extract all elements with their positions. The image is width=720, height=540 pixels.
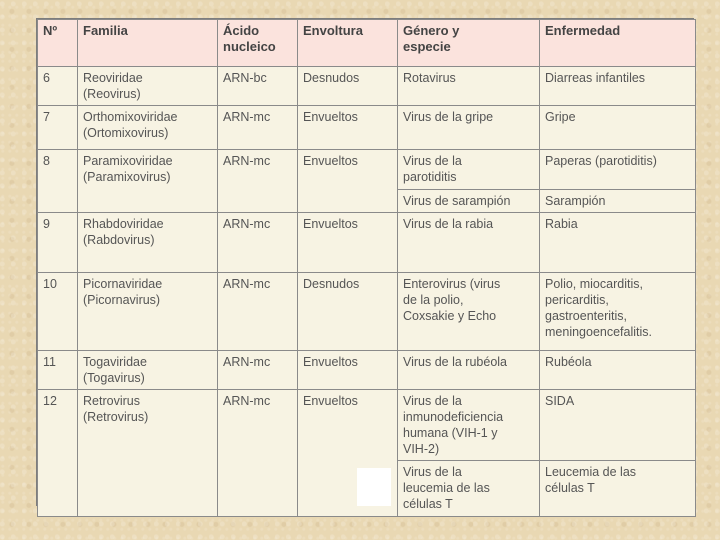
cell-envoltura: Envueltos — [298, 150, 398, 213]
header-envoltura: Envoltura — [298, 20, 398, 67]
cell-envoltura: Envueltos — [298, 390, 398, 517]
cell-genero — [398, 67, 540, 106]
genero-line: Coxsakie y Echo — [403, 309, 497, 323]
enfermedad-line: Rubéola — [545, 355, 592, 369]
familia-name: Retrovirus — [83, 394, 140, 408]
header-genero — [398, 20, 540, 67]
enfermedad-line: pericarditis, — [545, 293, 609, 307]
enfermedad-line: SIDA — [545, 394, 575, 408]
familia-name: Togaviridae — [83, 355, 147, 369]
table-row — [38, 150, 696, 190]
table-row — [38, 213, 696, 273]
cell-enfermedad: Sarampión — [540, 190, 696, 213]
cell-enfermedad — [540, 213, 696, 273]
header-acido-line1: Ácido — [223, 23, 260, 38]
familia-genus: (Reovirus) — [83, 87, 141, 101]
genero-line: Virus de la gripe — [403, 110, 494, 124]
genero-line: Enterovirus (virus — [403, 277, 501, 291]
virus-table-container — [36, 18, 694, 511]
cell-familia — [78, 150, 218, 213]
cell-familia — [78, 213, 218, 273]
genero-line: Virus de la — [403, 154, 462, 168]
cell-envoltura: Envueltos — [298, 351, 398, 390]
cell-genero — [398, 273, 540, 351]
enfermedad-line: Paperas (parotiditis) — [545, 154, 657, 168]
familia-genus: (Picornavirus) — [83, 293, 161, 307]
cell-num: 7 — [38, 106, 78, 150]
virus-classification-table — [37, 19, 696, 517]
enfermedad-line: Leucemia de las — [545, 465, 637, 479]
cell-num: 10 — [38, 273, 78, 351]
genero-line: células T — [403, 497, 453, 511]
header-genero-line2: especie — [403, 39, 451, 54]
cell-acido: ARN-bc — [218, 67, 298, 106]
table-row — [38, 390, 696, 461]
genero-line: humana (VIH-1 y — [403, 426, 498, 440]
familia-name: Rhabdoviridae — [83, 217, 164, 231]
cell-enfermedad — [540, 461, 696, 517]
familia-genus: (Rabdovirus) — [83, 233, 155, 247]
familia-genus: (Retrovirus) — [83, 410, 149, 424]
cell-envoltura: Envueltos — [298, 106, 398, 150]
genero-line: inmunodeficiencia — [403, 410, 504, 424]
genero-line: parotiditis — [403, 170, 457, 184]
genero-line: de la polio, — [403, 293, 464, 307]
genero-line: Virus de la — [403, 465, 462, 479]
cell-familia — [78, 67, 218, 106]
genero-line: Virus de la rubéola — [403, 355, 508, 369]
header-num: Nº — [38, 20, 78, 67]
cell-genero — [398, 106, 540, 150]
cell-familia — [78, 273, 218, 351]
enfermedad-line: Gripe — [545, 110, 576, 124]
cell-envoltura: Desnudos — [298, 67, 398, 106]
table-row — [38, 67, 696, 106]
enfermedad-line: Diarreas infantiles — [545, 71, 646, 85]
cell-enfermedad — [540, 106, 696, 150]
familia-name: Reoviridae — [83, 71, 143, 85]
enfermedad-line: meningoencefalitis. — [545, 325, 653, 339]
cell-genero: Virus de sarampión — [398, 190, 540, 213]
cell-acido: ARN-mc — [218, 213, 298, 273]
cell-num: 11 — [38, 351, 78, 390]
genero-line: Rotavirus — [403, 71, 456, 85]
genero-line: leucemia de las — [403, 481, 490, 495]
cell-acido: ARN-mc — [218, 150, 298, 213]
table-row — [38, 106, 696, 150]
cell-envoltura: Desnudos — [298, 273, 398, 351]
cell-familia — [78, 106, 218, 150]
header-acido — [218, 20, 298, 67]
enfermedad-line: Rabia — [545, 217, 578, 231]
cell-familia — [78, 351, 218, 390]
familia-name: Paramixoviridae — [83, 154, 173, 168]
genero-line: Virus de la rabia — [403, 217, 494, 231]
familia-genus: (Ortomixovirus) — [83, 126, 169, 140]
cell-genero — [398, 213, 540, 273]
cell-genero — [398, 461, 540, 517]
enfermedad-line: gastroenteritis, — [545, 309, 627, 323]
genero-line: Virus de la — [403, 394, 462, 408]
familia-name: Orthomixoviridae — [83, 110, 178, 124]
table-row — [38, 351, 696, 390]
genero-line: VIH-2) — [403, 442, 440, 456]
familia-genus: (Paramixovirus) — [83, 170, 171, 184]
cell-envoltura: Envueltos — [298, 213, 398, 273]
cell-num: 8 — [38, 150, 78, 213]
cell-acido: ARN-mc — [218, 106, 298, 150]
cell-enfermedad — [540, 67, 696, 106]
enfermedad-line: células T — [545, 481, 595, 495]
cell-enfermedad — [540, 390, 696, 461]
cell-acido: ARN-mc — [218, 390, 298, 517]
cell-acido: ARN-mc — [218, 273, 298, 351]
cell-enfermedad — [540, 351, 696, 390]
cell-num: 9 — [38, 213, 78, 273]
header-genero-line1: Género y — [403, 23, 460, 38]
enfermedad-line: Polio, miocarditis, — [545, 277, 643, 291]
header-acido-line2: nucleico — [223, 39, 276, 54]
familia-name: Picornaviridae — [83, 277, 163, 291]
cell-genero — [398, 150, 540, 190]
white-patch — [357, 468, 391, 506]
header-familia: Familia — [78, 20, 218, 67]
table-row — [38, 273, 696, 351]
cell-num: 12 — [38, 390, 78, 517]
table-header-row — [38, 20, 696, 67]
cell-genero — [398, 390, 540, 461]
cell-num: 6 — [38, 67, 78, 106]
cell-enfermedad — [540, 273, 696, 351]
cell-familia — [78, 390, 218, 517]
cell-enfermedad — [540, 150, 696, 190]
familia-genus: (Togavirus) — [83, 371, 145, 385]
cell-genero — [398, 351, 540, 390]
header-enfermedad: Enfermedad — [540, 20, 696, 67]
cell-acido: ARN-mc — [218, 351, 298, 390]
